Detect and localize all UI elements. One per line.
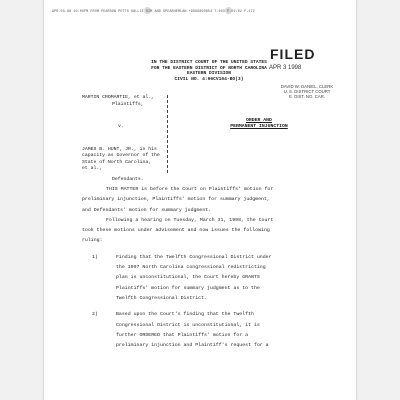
clerk-stamp <box>274 84 340 100</box>
fax-header: APR-03-98 10:05PM FROM-PEARSON POTTS KALLIE SIM AND SPEARHEMLAN +9099890654 T-403 P.02/02 F-172 <box>52 10 255 14</box>
caption-line: IN THE DISTRICT COURT OF THE UNITED STATES <box>151 60 267 65</box>
body-line: Twelfth Congressional District. <box>116 295 207 301</box>
item-number: 1) <box>92 254 98 260</box>
filed-stamp-date: APR 3 1998 <box>269 65 302 71</box>
item-number: 2) <box>92 312 98 318</box>
paragraph-1 <box>82 185 337 216</box>
order-title <box>209 118 309 130</box>
defendant-block <box>82 147 160 172</box>
ruling-item-1 <box>82 253 337 304</box>
body-line: THIS MATTER is before the Court on Plaintiffs' motion for <box>106 187 274 192</box>
filed-stamp-title: FILED <box>270 46 316 62</box>
order-title-line: ORDER AND <box>246 118 272 123</box>
document-page <box>44 0 356 400</box>
plaintiff-name: MARTIN CROMARTIE, et al., <box>82 95 154 100</box>
clerk-line: U. S. DISTRICT COURT <box>283 89 331 95</box>
body-line: the 1997 North Carolina congressional redistricting <box>116 265 266 271</box>
defendant-line: State of North Carolina, <box>82 159 152 165</box>
body-line: preliminary injunction and Plaintiff's request for a <box>116 343 269 349</box>
clerk-line: E. DIST. NO. CAR. <box>288 94 326 100</box>
ruling-item-2 <box>82 310 337 351</box>
plaintiff-role: Plaintiffs, <box>112 102 144 107</box>
order-title-line: PERMANENT INJUNCTION <box>230 124 288 129</box>
body-line: Finding that the Twelfth Congressional District under <box>116 254 272 260</box>
case-number: CIVIL NO. 4:96CV104-BO(3) <box>174 76 244 82</box>
body-line: and Defendants' motion for summary judgment. <box>82 207 212 213</box>
body-line: took these motions under advisement and now issues the following <box>82 228 270 234</box>
defendant-role: Defendants. <box>112 177 144 182</box>
court-caption <box>134 60 284 82</box>
body-line: preliminary injunction, Plaintiffs' motion for summary judgment, <box>82 197 270 203</box>
caption-divider <box>167 95 169 173</box>
order-body <box>82 185 337 351</box>
body-line: Plaintiffs' motion for summary judgment as to the <box>116 285 260 291</box>
caption-line: EASTERN DIVISION <box>186 71 232 77</box>
body-line: ruling: <box>82 238 103 244</box>
body-line: Based upon the Court's finding that the Twelfth <box>116 312 254 318</box>
defendant-line: capacity as Governor of the <box>82 153 160 159</box>
body-line: Congressional District is unconstitutional, it is <box>116 322 260 328</box>
caption-line: FOR THE EASTERN DISTRICT OF NORTH CAROLINA <box>151 65 267 71</box>
body-line: Following a hearing on Tuesday, March 31, 1998, the Court <box>106 217 274 223</box>
defendant-line: JAMES B. HUNT, JR., in his <box>82 147 157 152</box>
versus: v. <box>118 124 124 129</box>
clerk-line: DAVID W. DANIEL, CLERK <box>280 84 334 89</box>
body-line: plan is unconstitutional, the Court hereby GRANTS <box>116 275 260 281</box>
body-line: further ORDERED that Plaintiffs' motion for a <box>116 332 249 338</box>
defendant-line: et al., <box>82 165 103 171</box>
paragraph-2 <box>82 216 337 247</box>
